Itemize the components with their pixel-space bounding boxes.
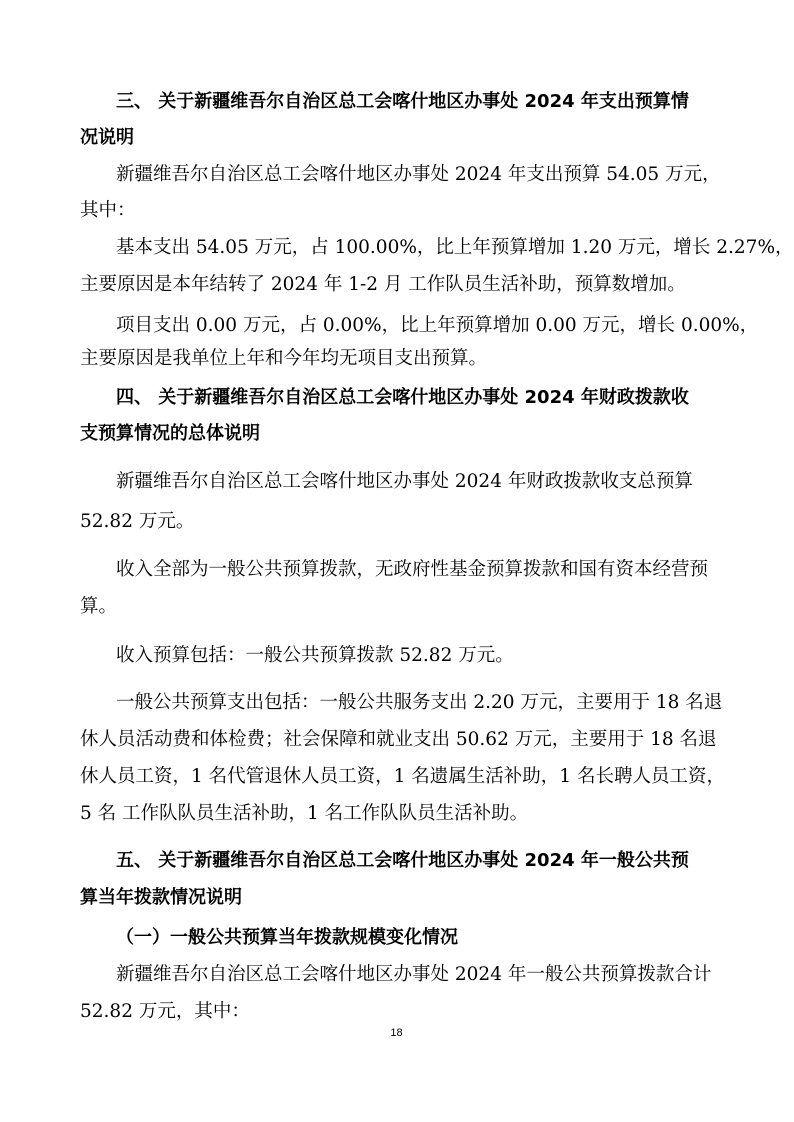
section4-paragraph2-line2: 算。 <box>80 596 118 617</box>
section4-paragraph4-line1: 一般公共预算支出包括：一般公共服务支出 2.20 万元，主要用于 18 名退 <box>116 692 723 713</box>
section3-paragraph1-line1: 新疆维吾尔自治区总工会喀什地区办事处 2024 年支出预算 54.05 万元， <box>116 164 721 185</box>
section4-paragraph3-line1: 收入预算包括：一般公共预算拨款 52.82 万元。 <box>116 645 514 666</box>
section5-heading-line2: 算当年拨款情况说明 <box>80 887 242 908</box>
section4-heading-line1: 四、 关于新疆维吾尔自治区总工会喀什地区办事处 2024 年财政拨款收 <box>116 387 689 408</box>
section4-paragraph4-line3: 休人员工资，1 名代管退休人员工资，1 名遗属生活补助，1 名长聘人员工资， <box>80 766 725 787</box>
section4-paragraph1-line1: 新疆维吾尔自治区总工会喀什地区办事处 2024 年财政拨款收支总预算 <box>116 471 693 492</box>
section4-paragraph1-line2: 52.82 万元。 <box>80 511 195 532</box>
section3-paragraph1-line2: 其中： <box>80 200 136 221</box>
section3-paragraph3-line2: 主要原因是我单位上年和今年均无项目支出预算。 <box>80 348 488 369</box>
section3-paragraph2-line1: 基本支出 54.05 万元，占 100.00%，比上年预算增加 1.20 万元，增长 2.27%， <box>116 237 794 258</box>
section5-subheading: （一）一般公共预算当年拨款规模变化情况 <box>116 927 458 948</box>
section4-paragraph4-line4: 5 名 工作队队员生活补助，1 名工作队队员生活补助。 <box>80 803 529 824</box>
section4-paragraph4-line2: 休人员活动费和体检费；社会保障和就业支出 50.62 万元，主要用于 18 名退 <box>80 729 717 750</box>
section3-heading-line2: 况说明 <box>80 127 134 148</box>
section5-heading-line1: 五、 关于新疆维吾尔自治区总工会喀什地区办事处 2024 年一般公共预 <box>116 850 689 871</box>
section3-paragraph3-line1: 项目支出 0.00 万元，占 0.00%，比上年预算增加 0.00 万元，增长 0.00%， <box>116 315 759 336</box>
section4-paragraph2-line1: 收入全部为一般公共预算拨款，无政府性基金预算拨款和国有资本经营预 <box>116 559 709 580</box>
page-number: 18 <box>390 1027 403 1039</box>
section3-heading-line1: 三、 关于新疆维吾尔自治区总工会喀什地区办事处 2024 年支出预算情 <box>116 91 689 112</box>
section4-heading-line2: 支预算情况的总体说明 <box>80 423 260 444</box>
section5-paragraph1-line2: 52.82 万元，其中： <box>80 1001 250 1022</box>
section5-paragraph1-line1: 新疆维吾尔自治区总工会喀什地区办事处 2024 年一般公共预算拨款合计 <box>116 964 712 985</box>
section3-paragraph2-line2: 主要原因是本年结转了 2024 年 1-2 月 工作队员生活补助，预算数增加。 <box>80 274 686 295</box>
